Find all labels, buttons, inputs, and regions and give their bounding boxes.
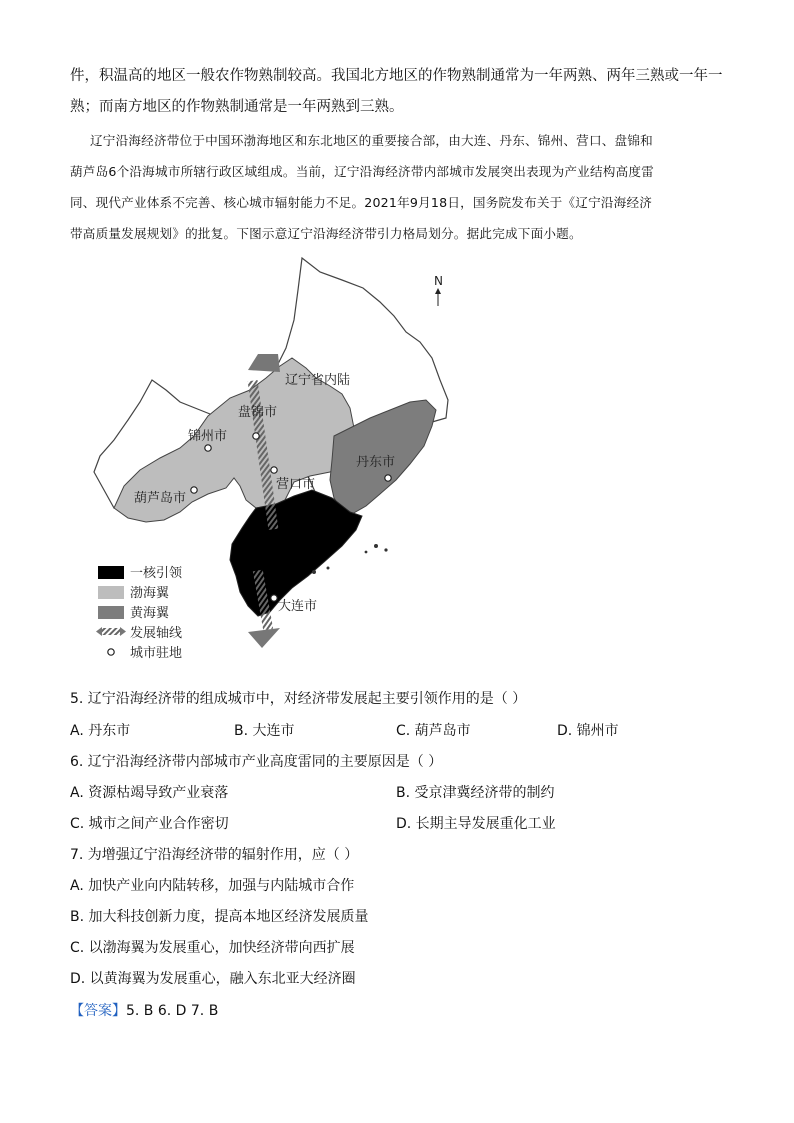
q7-option-d[interactable]: D. 以黄海翼为发展重心，融入东北亚大经济圈 — [70, 971, 356, 987]
q5-option-a[interactable]: A. 丹东市 — [70, 723, 131, 739]
q6-stem: 6. 辽宁沿海经济带内部城市产业高度雷同的主要原因是（ ） — [70, 754, 443, 770]
intro-line-1: 件，积温高的地区一般农作物熟制较高。我国北方地区的作物熟制通常为一年两熟、两年三熟或一年一 — [70, 68, 723, 84]
dandong-label: 丹东市 — [356, 455, 396, 470]
city-marker-huludao — [191, 487, 197, 493]
core-region — [230, 490, 362, 616]
passage-line-4: 带高质量发展规划》的批复。下图示意辽宁沿海经济带引力格局划分。据此完成下面小题。 — [70, 226, 582, 241]
q7-option-a[interactable]: A. 加快产业向内陆转移，加强与内陆城市合作 — [70, 878, 355, 894]
q5-option-d[interactable]: D. 锦州市 — [557, 723, 619, 739]
q7-stem: 7. 为增强辽宁沿海经济带的辐射作用，应（ ） — [70, 847, 359, 863]
jinzhou-label: 锦州市 — [188, 429, 228, 444]
legend-core-label: 一核引领 — [130, 566, 183, 581]
legend-bohai-label: 渤海翼 — [130, 586, 170, 601]
panjin-label: 盘锦市 — [238, 405, 278, 420]
legend-huanghai-swatch — [98, 606, 124, 619]
city-marker-dalian — [271, 595, 277, 601]
q7-option-b[interactable]: B. 加大科技创新力度，提高本地区经济发展质量 — [70, 909, 369, 925]
north-label: N — [434, 274, 443, 288]
legend-bohai-swatch — [98, 586, 124, 599]
answer-tag: 【答案】 — [70, 1003, 126, 1019]
legend-axis-label: 发展轴线 — [130, 626, 183, 641]
map-legend — [96, 565, 183, 661]
huludao-label: 葫芦岛市 — [134, 491, 187, 506]
q5-option-b[interactable]: B. 大连市 — [234, 723, 295, 739]
dalian-label: 大连市 — [278, 599, 318, 614]
passage-line-2: 葫芦岛6个沿海城市所辖行政区域组成。当前，辽宁沿海经济带内部城市发展突出表现为产业结构高度雷 — [70, 164, 654, 179]
legend-huanghai-label: 黄海翼 — [130, 606, 170, 621]
inland-label: 辽宁省内陆 — [285, 373, 351, 388]
city-marker-yingkou — [271, 467, 277, 473]
q6-option-a[interactable]: A. 资源枯竭导致产业衰落 — [70, 785, 229, 801]
city-marker-panjin — [253, 433, 259, 439]
liaoning-map-figure — [80, 250, 480, 670]
intro-line-2: 熟；而南方地区的作物熟制通常是一年两熟到三熟。 — [70, 99, 404, 115]
q6-option-c[interactable]: C. 城市之间产业合作密切 — [70, 816, 229, 832]
passage-line-3: 同、现代产业体系不完善、核心城市辐射能力不足。2021年9月18日，国务院发布关于《辽宁沿海经济 — [70, 195, 653, 210]
q5-stem: 5. 辽宁沿海经济带的组成城市中，对经济带发展起主要引领作用的是（ ） — [70, 691, 527, 707]
legend-core-swatch — [98, 566, 124, 579]
legend-city-label: 城市驻地 — [130, 646, 183, 661]
answer-text: 5. B 6. D 7. B — [126, 1003, 219, 1019]
q6-option-d[interactable]: D. 长期主导发展重化工业 — [396, 816, 556, 832]
q5-option-c[interactable]: C. 葫芦岛市 — [396, 723, 471, 739]
legend-city-icon — [108, 649, 114, 655]
legend-axis-icon — [96, 627, 126, 636]
city-marker-dandong — [385, 475, 391, 481]
answer-line — [70, 1001, 218, 1021]
q6-option-b[interactable]: B. 受京津冀经济带的制约 — [396, 785, 555, 801]
yingkou-label: 营口市 — [276, 477, 316, 492]
q7-option-c[interactable]: C. 以渤海翼为发展重心，加快经济带向西扩展 — [70, 940, 355, 956]
map-svg — [80, 250, 480, 670]
city-marker-jinzhou — [205, 445, 211, 451]
passage-line-1: 辽宁沿海经济带位于中国环渤海地区和东北地区的重要接合部，由大连、丹东、锦州、营口、盘锦和 — [90, 133, 653, 148]
